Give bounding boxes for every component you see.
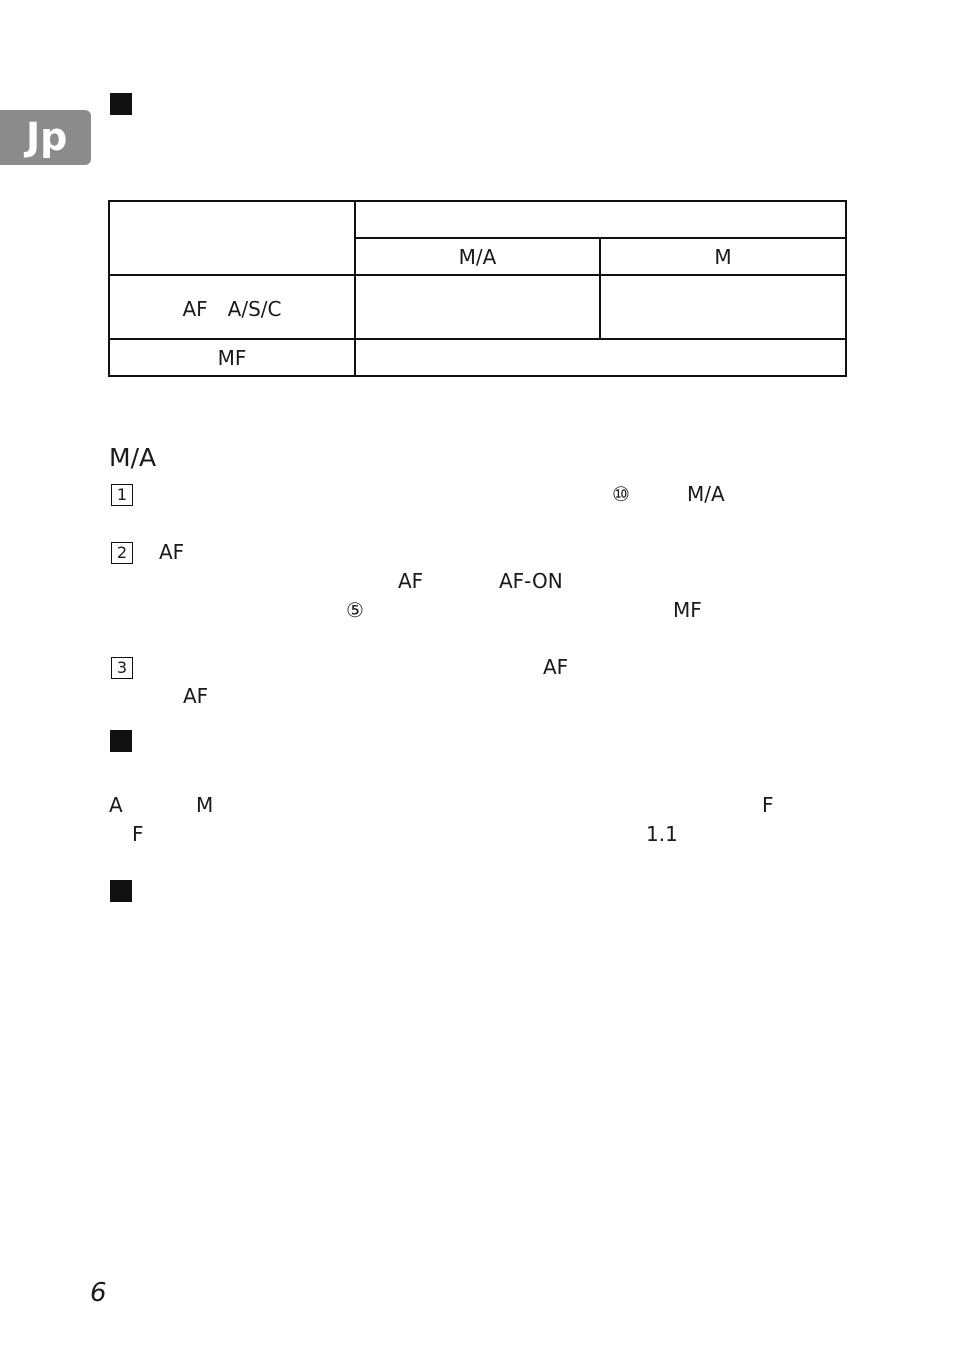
- table-header-ma: M/A: [355, 238, 600, 275]
- language-tab: Jp: [0, 110, 91, 165]
- step-number-2: 2: [111, 542, 133, 564]
- page-number: 6: [90, 1278, 107, 1308]
- step2-af-text-2: AF: [398, 569, 424, 593]
- table-header-blank: [355, 201, 846, 238]
- f-number-text-2: F: [132, 822, 144, 846]
- step-number-1: 1: [111, 484, 133, 506]
- section-marker-square: [110, 93, 132, 115]
- table-row-af-label: AF A/S/C: [109, 275, 355, 339]
- table-header-m: M: [600, 238, 846, 275]
- aperture-m-text: M: [196, 793, 214, 817]
- table-row-mf-label: MF: [109, 339, 355, 376]
- section-heading-ma: M/A: [109, 443, 157, 472]
- focus-mode-table: [108, 200, 847, 377]
- aperture-a-text: A: [109, 793, 123, 817]
- step1-ma-text: M/A: [687, 482, 725, 506]
- value-1-1-text: 1.1: [646, 822, 678, 846]
- table-cell: [355, 339, 846, 376]
- section-marker-square: [110, 730, 132, 752]
- table-cell: [600, 275, 846, 339]
- f-number-text: F: [762, 793, 774, 817]
- step2-mf-text: MF: [673, 598, 702, 622]
- step-number-3: 3: [111, 657, 133, 679]
- section-marker-square: [110, 880, 132, 902]
- table-header-blank: [109, 201, 355, 275]
- callout-number-10: ⑩: [612, 482, 630, 506]
- step3-af-text-2: AF: [183, 684, 209, 708]
- callout-number-5: ⑤: [346, 598, 364, 622]
- step3-af-text: AF: [543, 655, 569, 679]
- step2-af-text: AF: [159, 540, 185, 564]
- table-cell: [355, 275, 600, 339]
- step2-afon-text: AF-ON: [499, 569, 563, 593]
